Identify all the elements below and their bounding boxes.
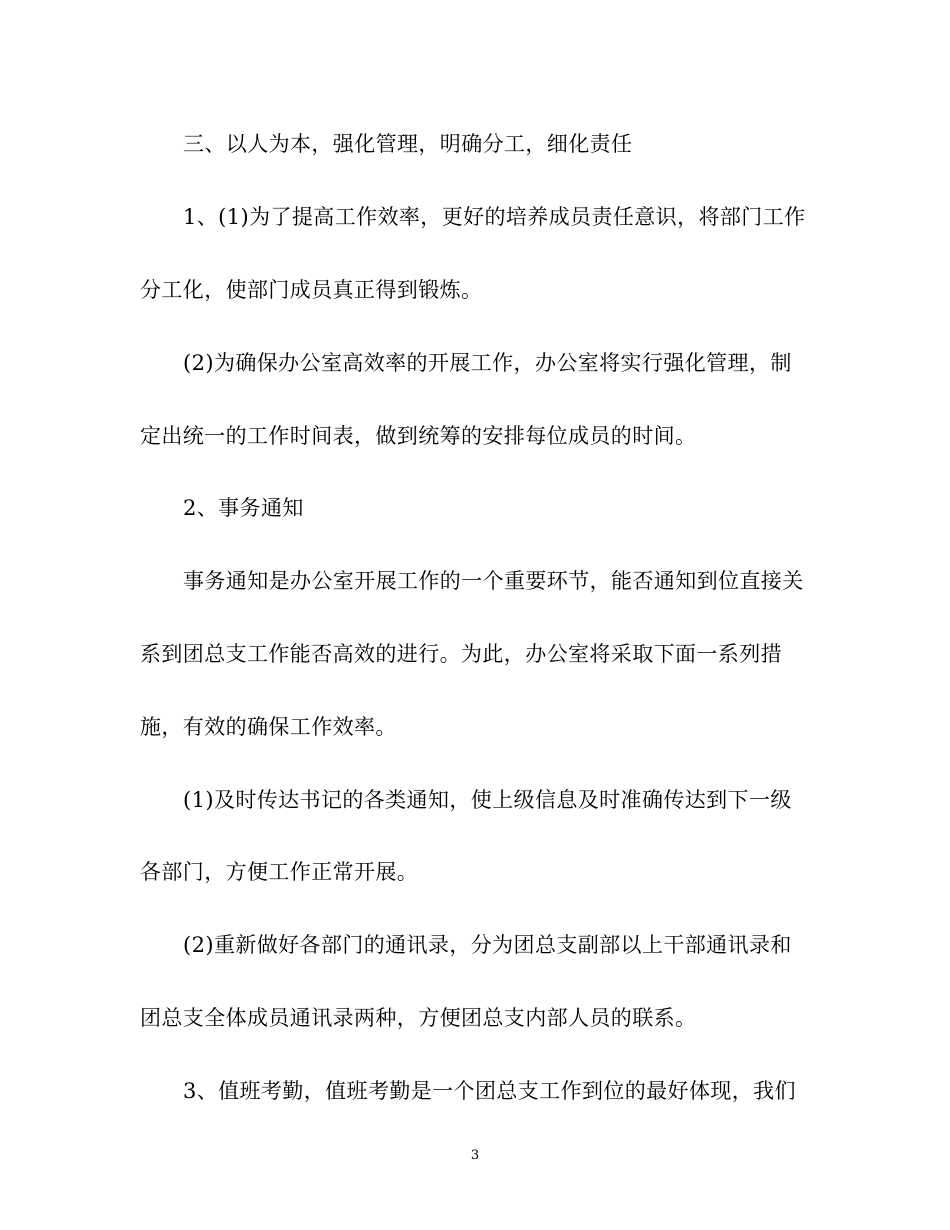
paragraph-line: 分工化，使部门成员真正得到锻炼。 — [140, 278, 483, 302]
paragraph-line: (2)重新做好各部门的通讯录，分为团总支副部以上干部通讯录和 — [183, 933, 792, 957]
subsection-heading: 2、事务通知 — [183, 496, 304, 520]
paragraph-line: 团总支全体成员通讯录两种，方便团总支内部人员的联系。 — [140, 1006, 697, 1030]
paragraph-line: 系到团总支工作能否高效的进行。为此，办公室将采取下面一系列措 — [140, 642, 782, 666]
paragraph-line: 1、(1)为了提高工作效率，更好的培养成员责任意识，将部门工作 — [183, 205, 806, 229]
paragraph-line: 3、值班考勤，值班考勤是一个团总支工作到位的最好体现，我们 — [183, 1079, 796, 1103]
paragraph-line: 定出统一的工作时间表，做到统筹的安排每位成员的时间。 — [140, 424, 697, 448]
paragraph-line: (2)为确保办公室高效率的开展工作，办公室将实行强化管理，制 — [183, 351, 792, 375]
paragraph-line: 施，有效的确保工作效率。 — [140, 715, 397, 739]
page-number: 3 — [470, 1148, 480, 1163]
paragraph-line: 各部门，方便工作正常开展。 — [140, 860, 419, 884]
paragraph-line: (1)及时传达书记的各类通知，使上级信息及时准确传达到下一级 — [183, 788, 792, 812]
section-heading: 三、以人为本，强化管理，明确分工，细化责任 — [183, 132, 633, 156]
paragraph-line: 事务通知是办公室开展工作的一个重要环节，能否通知到位直接关 — [183, 569, 804, 593]
